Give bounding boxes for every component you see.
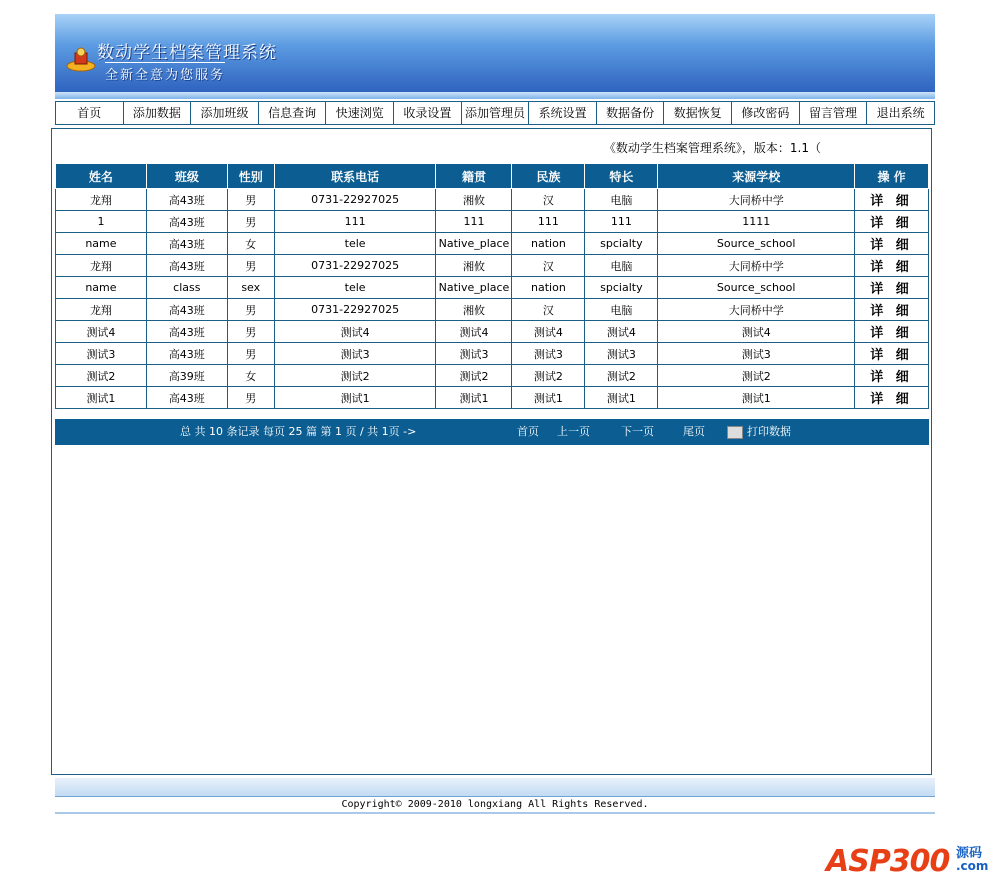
cell-gender: 男 xyxy=(227,387,274,409)
nav-record-settings[interactable]: 收录设置 xyxy=(394,102,462,124)
col-header-specialty: 特长 xyxy=(585,164,658,189)
detail-link[interactable]: 详 细 xyxy=(855,255,929,277)
cell-name: 测试1 xyxy=(56,387,147,409)
table-row xyxy=(56,299,929,321)
cell-class: 高43班 xyxy=(146,211,227,233)
detail-link[interactable]: 详 细 xyxy=(855,321,929,343)
cell-name: 测试2 xyxy=(56,365,147,387)
last-page-link[interactable]: 尾页 xyxy=(683,425,705,438)
table-row xyxy=(56,277,929,299)
cell-gender: 男 xyxy=(227,343,274,365)
cell-school: Source_school xyxy=(658,233,855,255)
cell-specialty: 111 xyxy=(585,211,658,233)
cell-nation: nation xyxy=(512,233,585,255)
cell-native-place: 111 xyxy=(436,211,512,233)
table-row xyxy=(56,365,929,387)
watermark-brand: ASP300 xyxy=(826,844,950,879)
cell-native-place: Native_place xyxy=(436,233,512,255)
cell-specialty: spcialty xyxy=(585,233,658,255)
printer-icon xyxy=(727,426,743,439)
detail-link[interactable]: 详 细 xyxy=(855,299,929,321)
footer-copyright: Copyright© 2009-2010 longxiang All Rights Reserved. xyxy=(55,796,935,814)
nav-query[interactable]: 信息查询 xyxy=(259,102,327,124)
table-row xyxy=(56,189,929,211)
cell-gender: 男 xyxy=(227,189,274,211)
cell-native-place: 湘攸 xyxy=(436,189,512,211)
cell-school: 测试1 xyxy=(658,387,855,409)
cell-specialty: 电脑 xyxy=(585,299,658,321)
cell-nation: 测试2 xyxy=(512,365,585,387)
cell-specialty: 测试4 xyxy=(585,321,658,343)
table-header-row xyxy=(56,164,929,189)
cell-class: 高43班 xyxy=(146,299,227,321)
content-frame xyxy=(51,128,932,775)
detail-link[interactable]: 详 细 xyxy=(855,189,929,211)
cell-specialty: 测试2 xyxy=(585,365,658,387)
cell-phone: 0731-22927025 xyxy=(274,299,436,321)
header-banner xyxy=(55,14,935,92)
detail-link[interactable]: 详 细 xyxy=(855,365,929,387)
cell-native-place: Native_place xyxy=(436,277,512,299)
cell-phone: 0731-22927025 xyxy=(274,189,436,211)
pagination-summary: 总 共 10 条记录 每页 25 篇 第 1 页 / 共 1页 -> xyxy=(180,425,417,438)
watermark-side-text: 源码 xyxy=(956,846,983,861)
system-title: 数动学生档案管理系统 xyxy=(97,43,277,63)
nav-restore[interactable]: 数据恢复 xyxy=(664,102,732,124)
detail-link[interactable]: 详 细 xyxy=(855,211,929,233)
cell-class: 高39班 xyxy=(146,365,227,387)
cell-native-place: 测试3 xyxy=(436,343,512,365)
cell-class: class xyxy=(146,277,227,299)
cell-phone: 测试2 xyxy=(274,365,436,387)
watermark-logo xyxy=(826,838,989,879)
nav-backup[interactable]: 数据备份 xyxy=(597,102,665,124)
col-header-class: 班级 xyxy=(146,164,227,189)
table-row xyxy=(56,255,929,277)
first-page-link[interactable]: 首页 xyxy=(517,425,539,438)
cell-nation: nation xyxy=(512,277,585,299)
nav-add-data[interactable]: 添加数据 xyxy=(124,102,192,124)
print-data-link[interactable] xyxy=(727,419,791,445)
cell-native-place: 湘攸 xyxy=(436,255,512,277)
col-header-school: 来源学校 xyxy=(658,164,855,189)
cell-native-place: 测试4 xyxy=(436,321,512,343)
cell-specialty: 测试3 xyxy=(585,343,658,365)
table-row xyxy=(56,343,929,365)
cell-name: 测试4 xyxy=(56,321,147,343)
cell-name: 1 xyxy=(56,211,147,233)
detail-link[interactable]: 详 细 xyxy=(855,343,929,365)
system-subtitle: 全新全意为您服务 xyxy=(105,62,225,83)
cell-native-place: 测试1 xyxy=(436,387,512,409)
cell-nation: 汉 xyxy=(512,255,585,277)
pagination-bar xyxy=(55,419,929,445)
cell-nation: 测试3 xyxy=(512,343,585,365)
version-text: 《数动学生档案管理系统》，版本：1.1（ xyxy=(603,141,821,155)
cell-gender: 男 xyxy=(227,321,274,343)
cell-school: Source_school xyxy=(658,277,855,299)
col-header-phone: 联系电话 xyxy=(274,164,436,189)
detail-link[interactable]: 详 细 xyxy=(855,277,929,299)
cell-school: 测试4 xyxy=(658,321,855,343)
cell-native-place: 测试2 xyxy=(436,365,512,387)
cell-nation: 汉 xyxy=(512,299,585,321)
cell-phone: 测试1 xyxy=(274,387,436,409)
cell-name: 测试3 xyxy=(56,343,147,365)
cell-gender: 女 xyxy=(227,365,274,387)
table-row xyxy=(56,211,929,233)
cell-phone: 111 xyxy=(274,211,436,233)
cell-nation: 111 xyxy=(512,211,585,233)
footer-divider xyxy=(55,812,935,814)
cell-gender: 女 xyxy=(227,233,274,255)
cell-school: 1111 xyxy=(658,211,855,233)
nav-messages[interactable]: 留言管理 xyxy=(800,102,868,124)
cell-gender: 男 xyxy=(227,211,274,233)
cell-name: 龙翔 xyxy=(56,299,147,321)
table-row xyxy=(56,321,929,343)
nav-home[interactable]: 首页 xyxy=(56,102,124,124)
cell-nation: 测试4 xyxy=(512,321,585,343)
cell-school: 测试2 xyxy=(658,365,855,387)
main-nav xyxy=(55,101,935,125)
col-header-native-place: 籍贯 xyxy=(436,164,512,189)
cell-native-place: 湘攸 xyxy=(436,299,512,321)
cell-phone: tele xyxy=(274,277,436,299)
cell-school: 大同桥中学 xyxy=(658,255,855,277)
student-table xyxy=(55,163,929,409)
banner-divider xyxy=(55,92,935,99)
cell-school: 大同桥中学 xyxy=(658,189,855,211)
cell-specialty: 电脑 xyxy=(585,189,658,211)
cell-nation: 汉 xyxy=(512,189,585,211)
cell-name: name xyxy=(56,233,147,255)
logo-icon xyxy=(66,46,96,72)
col-header-gender: 性别 xyxy=(227,164,274,189)
cell-name: name xyxy=(56,277,147,299)
nav-change-password[interactable]: 修改密码 xyxy=(732,102,800,124)
next-page-link[interactable]: 下一页 xyxy=(621,425,654,438)
table-row xyxy=(56,387,929,409)
cell-name: 龙翔 xyxy=(56,255,147,277)
cell-nation: 测试1 xyxy=(512,387,585,409)
detail-link[interactable]: 详 细 xyxy=(855,387,929,409)
cell-phone: 测试4 xyxy=(274,321,436,343)
cell-phone: 0731-22927025 xyxy=(274,255,436,277)
cell-class: 高43班 xyxy=(146,343,227,365)
cell-class: 高43班 xyxy=(146,321,227,343)
cell-specialty: 测试1 xyxy=(585,387,658,409)
col-header-name: 姓名 xyxy=(56,164,147,189)
cell-phone: 测试3 xyxy=(274,343,436,365)
cell-school: 测试3 xyxy=(658,343,855,365)
table-row xyxy=(56,233,929,255)
watermark-domain: .com xyxy=(956,859,989,873)
nav-add-admin[interactable]: 添加管理员 xyxy=(462,102,530,124)
col-header-action: 操 作 xyxy=(855,164,929,189)
prev-page-link[interactable]: 上一页 xyxy=(557,425,590,438)
cell-class: 高43班 xyxy=(146,233,227,255)
cell-class: 高43班 xyxy=(146,387,227,409)
nav-logout[interactable]: 退出系统 xyxy=(867,102,935,124)
nav-quick-browse[interactable]: 快速浏览 xyxy=(326,102,394,124)
cell-gender: 男 xyxy=(227,299,274,321)
cell-specialty: spcialty xyxy=(585,277,658,299)
cell-phone: tele xyxy=(274,233,436,255)
cell-school: 大同桥中学 xyxy=(658,299,855,321)
cell-gender: 男 xyxy=(227,255,274,277)
cell-gender: sex xyxy=(227,277,274,299)
cell-specialty: 电脑 xyxy=(585,255,658,277)
cell-name: 龙翔 xyxy=(56,189,147,211)
cell-class: 高43班 xyxy=(146,255,227,277)
footer-band xyxy=(55,778,935,796)
col-header-nation: 民族 xyxy=(512,164,585,189)
nav-system-settings[interactable]: 系统设置 xyxy=(529,102,597,124)
nav-add-class[interactable]: 添加班级 xyxy=(191,102,259,124)
print-data-label: 打印数据 xyxy=(747,425,791,438)
cell-class: 高43班 xyxy=(146,189,227,211)
detail-link[interactable]: 详 细 xyxy=(855,233,929,255)
